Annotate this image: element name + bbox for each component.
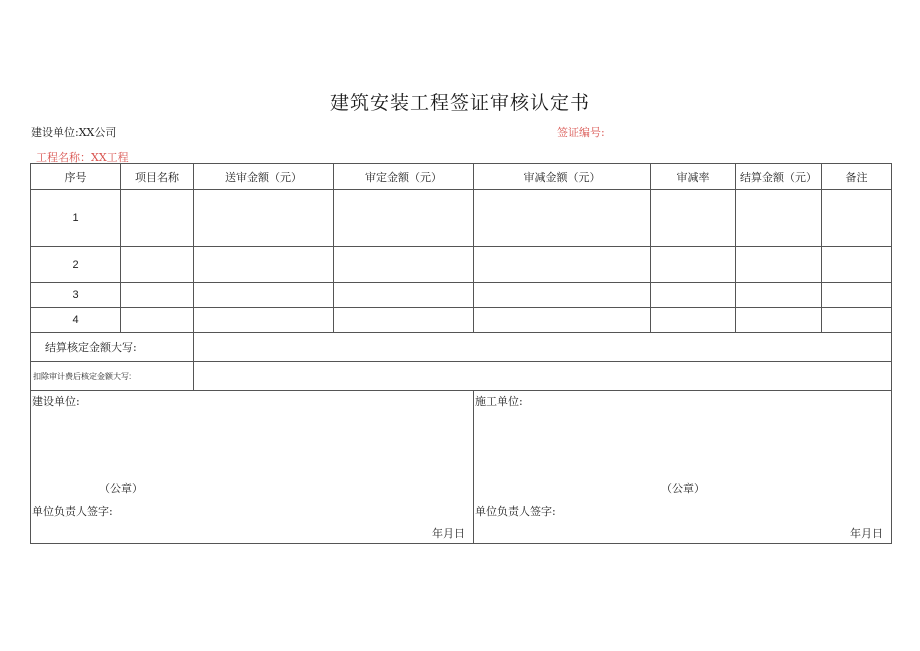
deduct-upper-label: 扣除审计费后核定金额大写:: [31, 362, 194, 391]
table-row: [31, 308, 892, 333]
client-signature-block: [31, 391, 474, 544]
col-header-submitted-amount: 送审金额（元）: [194, 164, 334, 190]
cell-submitted-amount[interactable]: [194, 283, 334, 308]
client-seal-label: （公章）: [99, 482, 143, 495]
cell-item-name[interactable]: [121, 190, 194, 247]
cell-remarks[interactable]: [822, 283, 892, 308]
client-unit-label: 建设单位:XX公司: [31, 126, 117, 139]
col-header-reduction-rate: 审减率: [651, 164, 736, 190]
page-title: 建筑安装工程签证审核认定书: [329, 92, 590, 114]
contractor-date-label[interactable]: 年月日: [850, 527, 883, 540]
deduct-upper-row: [31, 362, 892, 391]
cell-settlement-amount[interactable]: [736, 308, 822, 333]
cell-reduced-amount[interactable]: [474, 190, 651, 247]
cell-submitted-amount[interactable]: [194, 247, 334, 283]
row-number: 3: [31, 283, 121, 308]
cell-remarks[interactable]: [822, 190, 892, 247]
contractor-unit-sign-label: 施工单位:: [475, 395, 523, 408]
signature-row: [31, 391, 892, 544]
cell-reduction-rate[interactable]: [651, 283, 736, 308]
audit-table: [30, 163, 892, 544]
cell-submitted-amount[interactable]: [194, 190, 334, 247]
table-row: [31, 190, 892, 247]
cell-reduction-rate[interactable]: [651, 308, 736, 333]
cell-item-name[interactable]: [121, 247, 194, 283]
row-number: 1: [31, 190, 121, 247]
cell-approved-amount[interactable]: [334, 283, 474, 308]
table-row: [31, 283, 892, 308]
cell-approved-amount[interactable]: [334, 190, 474, 247]
table-row: [31, 247, 892, 283]
visa-number-label: 签证编号:: [557, 126, 605, 139]
cell-item-name[interactable]: [121, 308, 194, 333]
settlement-upper-label: 结算核定金额大写:: [31, 333, 194, 362]
col-header-item-name: 项目名称: [121, 164, 194, 190]
cell-reduced-amount[interactable]: [474, 247, 651, 283]
contractor-signer-label[interactable]: 单位负责人签字:: [475, 505, 556, 518]
cell-submitted-amount[interactable]: [194, 308, 334, 333]
col-header-seq: 序号: [31, 164, 121, 190]
cell-reduced-amount[interactable]: [474, 308, 651, 333]
cell-approved-amount[interactable]: [334, 247, 474, 283]
row-number: 2: [31, 247, 121, 283]
col-header-reduced-amount: 审减金额（元）: [474, 164, 651, 190]
row-number: 4: [31, 308, 121, 333]
project-name-label: 工程名称：XX工程: [36, 151, 129, 164]
table-header-row: [31, 164, 892, 190]
contractor-seal-label: （公章）: [661, 482, 705, 495]
cell-remarks[interactable]: [822, 308, 892, 333]
col-header-settlement-amount: 结算金额（元）: [736, 164, 822, 190]
col-header-remarks: 备注: [822, 164, 892, 190]
cell-settlement-amount[interactable]: [736, 190, 822, 247]
client-signer-label[interactable]: 单位负责人签字:: [32, 505, 113, 518]
settlement-upper-row: [31, 333, 892, 362]
cell-settlement-amount[interactable]: [736, 247, 822, 283]
cell-item-name[interactable]: [121, 283, 194, 308]
settlement-upper-field[interactable]: [194, 333, 892, 362]
cell-remarks[interactable]: [822, 247, 892, 283]
cell-reduction-rate[interactable]: [651, 190, 736, 247]
cell-approved-amount[interactable]: [334, 308, 474, 333]
cell-reduction-rate[interactable]: [651, 247, 736, 283]
col-header-approved-amount: 审定金额（元）: [334, 164, 474, 190]
cell-settlement-amount[interactable]: [736, 283, 822, 308]
cell-reduced-amount[interactable]: [474, 283, 651, 308]
client-date-label[interactable]: 年月日: [432, 527, 465, 540]
contractor-signature-block: [474, 391, 892, 544]
deduct-upper-field[interactable]: [194, 362, 892, 391]
client-unit-sign-label: 建设单位:: [32, 395, 80, 408]
